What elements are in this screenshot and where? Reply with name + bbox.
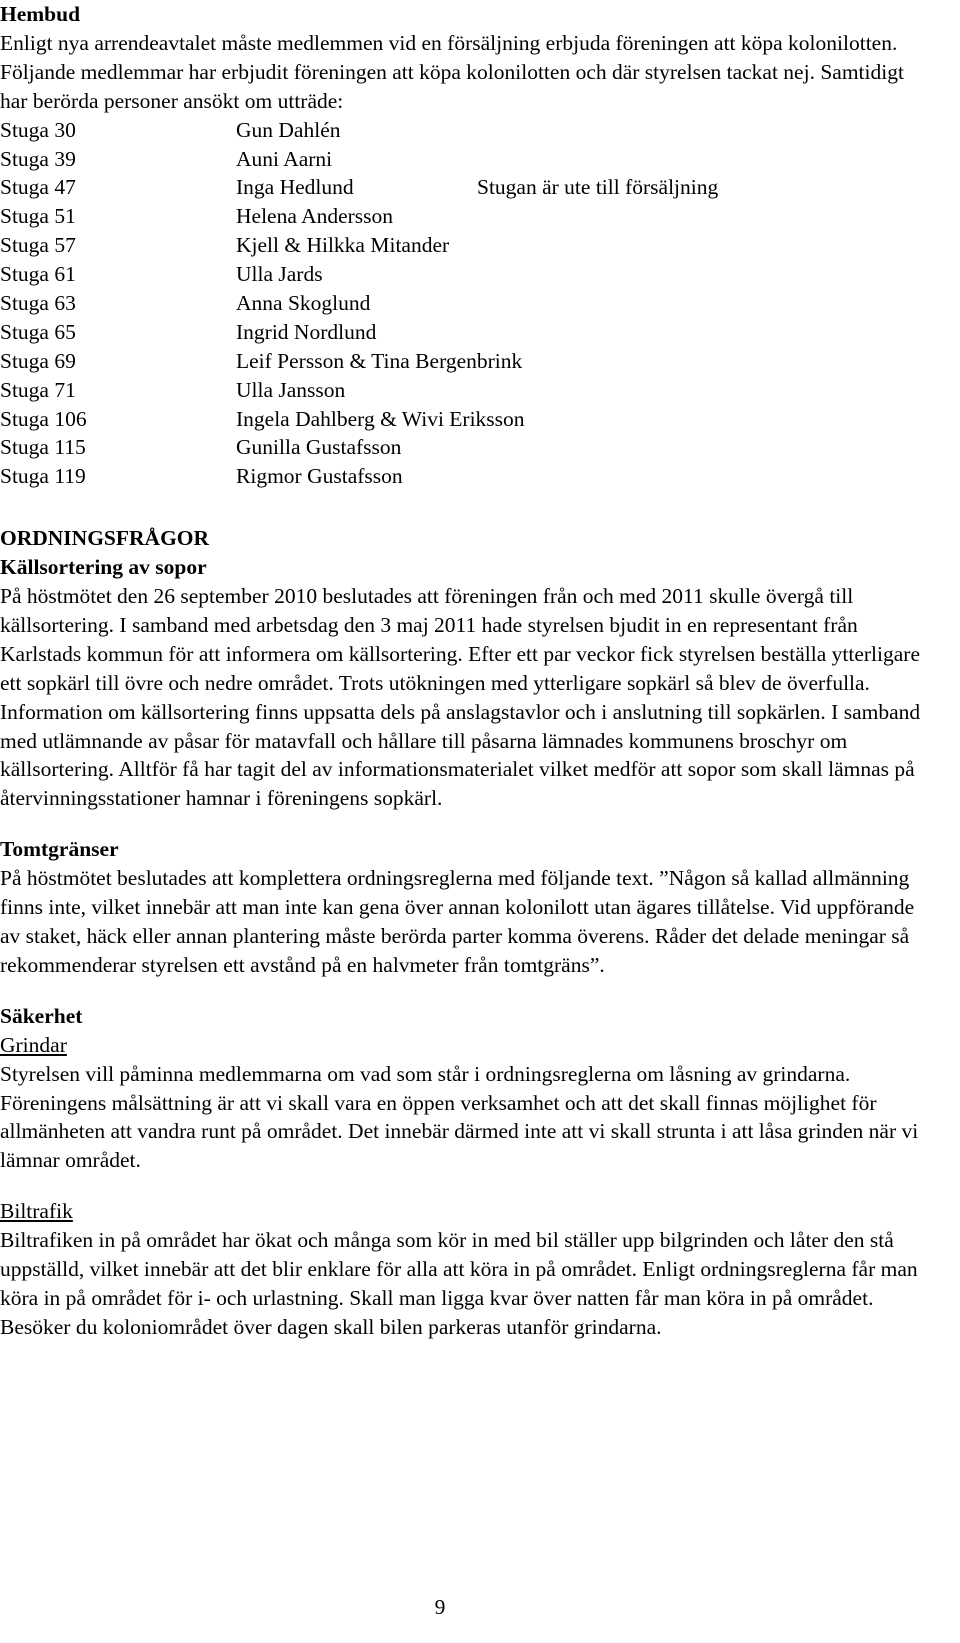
member-name: Ingrid Nordlund bbox=[236, 319, 377, 344]
stuga-row bbox=[0, 318, 935, 347]
stuga-number: Stuga 30 bbox=[0, 117, 76, 142]
stuga-number: Stuga 119 bbox=[0, 464, 86, 489]
member-name: Leif Persson & Tina Bergenbrink bbox=[236, 348, 523, 373]
stuga-row bbox=[0, 289, 935, 318]
stuga-number: Stuga 39 bbox=[0, 146, 76, 171]
hembud-intro: Enligt nya arrendeavtalet måste medlemmen vid en försäljning erbjuda föreningen att köpa kolonilotten. Följande medlemmar har erbjudit föreningen att köpa kolonilotten och där styrelsen tackat nej. Samtidigt har berörda personer ansökt om utträde: bbox=[0, 30, 904, 113]
stuga-row bbox=[0, 376, 935, 405]
sakerhet-heading: Säkerhet bbox=[0, 1003, 83, 1028]
member-name: Ulla Jansson bbox=[236, 377, 346, 402]
stuga-note: Stugan är ute till försäljning bbox=[477, 175, 719, 200]
stuga-number: Stuga 106 bbox=[0, 406, 87, 431]
hembud-heading: Hembud bbox=[0, 2, 81, 26]
tomtgranser-body: På höstmötet beslutades att komplettera ordningsreglerna med följande text. ”Någon så kallad allmänning finns inte, vilket innebär att man inte kan gena över annan kolonilott utan ägares tillåtelse. Vid uppförande av staket, häck eller annan plantering måste berörda parter komma överens. Råder det delade meningar så rekommenderar styrelsen ett avstånd på en halvmeter från tomtgräns”. bbox=[0, 866, 915, 977]
page-number: 9 bbox=[434, 1595, 446, 1619]
stuga-list bbox=[0, 116, 935, 492]
stuga-number: Stuga 115 bbox=[0, 435, 86, 460]
stuga-row bbox=[0, 202, 935, 231]
stuga-number: Stuga 57 bbox=[0, 233, 76, 258]
stuga-number: Stuga 61 bbox=[0, 262, 76, 287]
member-name: Auni Aarni bbox=[236, 146, 333, 171]
stuga-row bbox=[0, 405, 935, 434]
member-name: Kjell & Hilkka Mitander bbox=[236, 233, 450, 258]
section-spacer bbox=[0, 491, 935, 524]
stuga-row bbox=[0, 145, 935, 174]
stuga-number: Stuga 63 bbox=[0, 290, 76, 315]
stuga-row bbox=[0, 173, 935, 202]
member-name: Gunilla Gustafsson bbox=[236, 435, 402, 460]
section-spacer bbox=[0, 980, 935, 1002]
stuga-number: Stuga 71 bbox=[0, 377, 76, 402]
stuga-row bbox=[0, 433, 935, 462]
member-name: Inga Hedlund bbox=[236, 175, 354, 200]
stuga-number: Stuga 69 bbox=[0, 348, 76, 373]
member-name: Helena Andersson bbox=[236, 204, 394, 229]
grindar-body: Styrelsen vill påminna medlemmarna om vad som står i ordningsreglerna om låsning av grindarna. Föreningens målsättning är att vi skall vara en öppen verksamhet och att det skall finnas möjlighet för allmänheten att vandra runt på området. Det innebär därmed inte att vi skall strunta i att låsa grinden när vi lämnar området. bbox=[0, 1061, 919, 1173]
section-spacer bbox=[0, 1175, 935, 1197]
tomtgranser-heading: Tomtgränser bbox=[0, 837, 119, 862]
biltrafik-heading: Biltrafik bbox=[0, 1199, 73, 1224]
stuga-row bbox=[0, 231, 935, 260]
stuga-number: Stuga 47 bbox=[0, 175, 76, 200]
stuga-number: Stuga 65 bbox=[0, 319, 76, 344]
biltrafik-body: Biltrafiken in på området har ökat och många som kör in med bil ställer upp bilgrinden och låter den stå uppställd, vilket innebär att det blir enklare för alla att köra in på området. Enligt ordningsreglerna får man köra in på området för i- och urlastning. Skall man ligga kvar över natten får man köra in på området. Besöker du koloniområdet över dagen skall bilen parkeras utanför grindarna. bbox=[0, 1228, 918, 1339]
member-name: Ingela Dahlberg & Wivi Eriksson bbox=[236, 406, 525, 431]
section-spacer bbox=[0, 813, 935, 835]
stuga-row bbox=[0, 347, 935, 376]
member-name: Gun Dahlén bbox=[236, 117, 341, 142]
stuga-row bbox=[0, 116, 935, 145]
ordningsfragor-heading: ORDNINGSFRÅGOR bbox=[0, 526, 210, 551]
member-name: Anna Skoglund bbox=[236, 290, 371, 315]
kallsortering-heading: Källsortering av sopor bbox=[0, 555, 207, 580]
stuga-row bbox=[0, 462, 935, 491]
stuga-number: Stuga 51 bbox=[0, 204, 76, 229]
kallsortering-body: På höstmötet den 26 september 2010 beslutades att föreningen från och med 2011 skulle övergå till källsortering. I samband med arbetsdag den 3 maj 2011 hade styrelsen bjudit in en representant från Karlstads kommun för att informera om källsortering. Efter ett par veckor fick styrelsen beställa ytterligare ett sopkärl till övre och nedre området. Trots utökningen med ytterligare sopkärl så blev de överfulla. Information om källsortering finns uppsatta dels på anslagstavlor och i anslutning till sopkärlen. I samband med utlämnande av påsar för matavfall och hållare till påsarna lämnades kommunens broschyr om källsortering. Alltför få har tagit del av informationsmaterialet vilket medför att sopor som skall lämnas på återvinningsstationer hamnar i föreningens sopkärl. bbox=[0, 584, 921, 811]
member-name: Rigmor Gustafsson bbox=[236, 464, 403, 489]
grindar-heading: Grindar bbox=[0, 1032, 67, 1057]
stuga-row bbox=[0, 260, 935, 289]
member-name: Ulla Jards bbox=[236, 262, 323, 287]
